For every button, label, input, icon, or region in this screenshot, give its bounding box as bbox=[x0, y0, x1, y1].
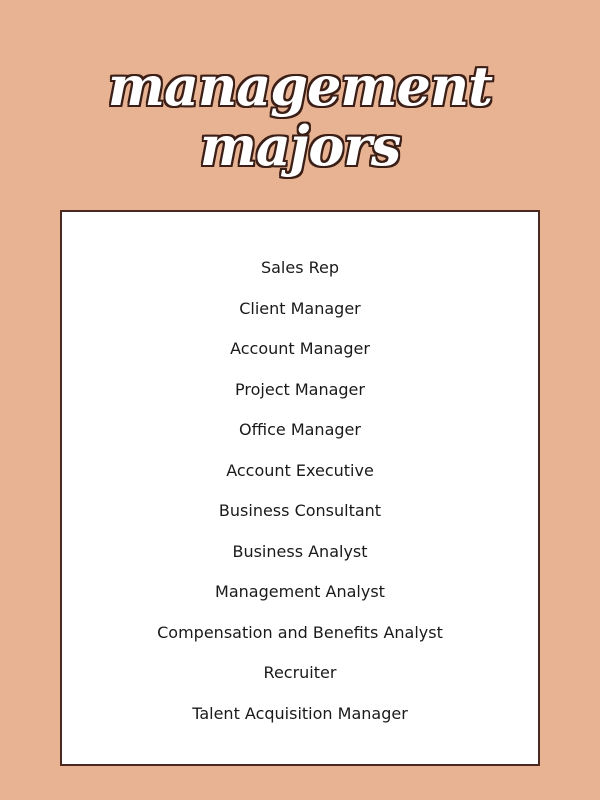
list-item: Business Analyst bbox=[232, 541, 368, 561]
list-item: Recruiter bbox=[263, 663, 337, 682]
title-line-1: management bbox=[107, 54, 493, 118]
list-item: Client Manager bbox=[239, 298, 361, 318]
list-item: Business Consultant bbox=[218, 501, 382, 520]
list-item: Compensation and Benefits Analyst bbox=[157, 622, 443, 642]
page-title bbox=[0, 56, 600, 176]
list-item: Office Manager bbox=[239, 420, 361, 439]
title-line-2: majors bbox=[199, 114, 401, 178]
list-item: Talent Acquisition Manager bbox=[192, 703, 408, 723]
list-item: Management Analyst bbox=[215, 582, 385, 601]
list-item: Project Manager bbox=[235, 379, 365, 399]
list-item: Account Manager bbox=[230, 339, 370, 358]
majors-list bbox=[62, 248, 538, 734]
majors-card bbox=[60, 210, 540, 766]
list-item: Sales Rep bbox=[260, 258, 340, 277]
list-item: Account Executive bbox=[226, 460, 374, 480]
